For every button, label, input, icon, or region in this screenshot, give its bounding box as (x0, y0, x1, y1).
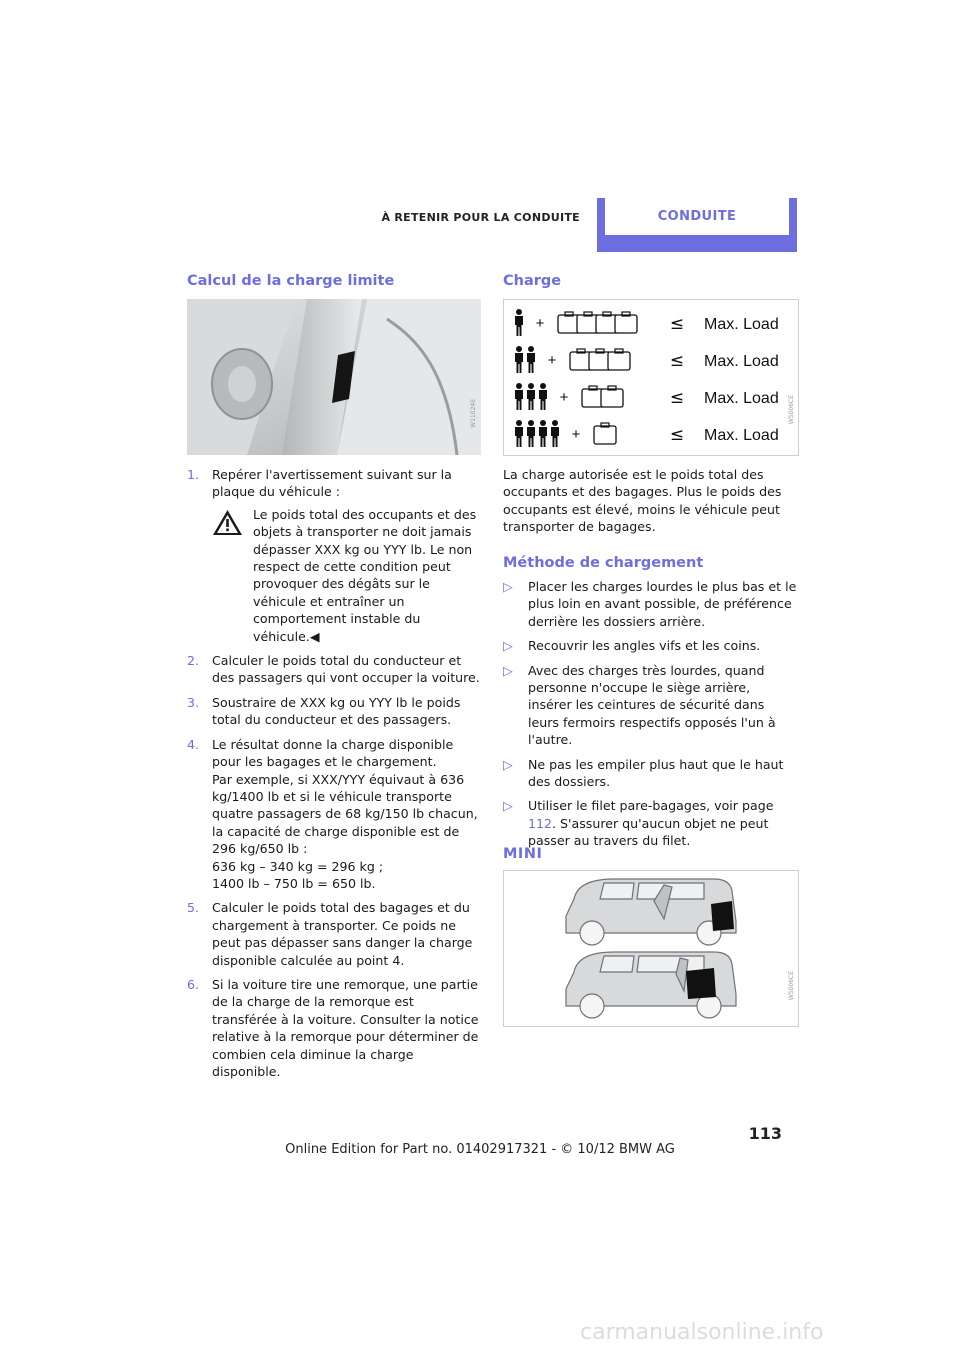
door-pillar-illustration (187, 299, 481, 455)
running-header: À RETENIR POUR LA CONDUITE (381, 211, 580, 224)
suitcase-icon (601, 386, 623, 407)
max-load-label: Max. Load (704, 427, 779, 444)
suitcase-icon (608, 349, 630, 370)
step-5 (187, 899, 481, 969)
step-number: 3. (187, 694, 200, 710)
step-number: 2. (187, 653, 200, 669)
example-line: 1400 lb – 750 lb = 650 lb. (212, 875, 376, 891)
step-number: 4. (187, 736, 200, 752)
image-code: W5006CE (788, 971, 795, 1001)
load-row (515, 309, 779, 336)
plus-sign: + (571, 426, 581, 443)
warning-triangle-icon (212, 509, 243, 536)
bullet-arrow-icon: ▷ (503, 662, 513, 678)
bullet-item (503, 637, 797, 654)
image-code: W5006CE (788, 395, 795, 425)
person-icon (515, 383, 523, 410)
left-steps (187, 466, 481, 1087)
step-4 (187, 736, 481, 893)
bullet-arrow-icon: ▷ (503, 579, 513, 594)
chapter-label: CONDUITE (605, 198, 789, 235)
max-load-label: Max. Load (704, 353, 779, 370)
step-text: Soustraire de XXX kg ou YYY lb le poids total du conducteur et des passagers. (212, 694, 461, 728)
method-bullets (503, 578, 797, 857)
load-diagram (503, 299, 799, 456)
bullet-text: Placer les charges lourdes le plus bas et le plus loin en avant possible, de préférence derrière les dossiers arrière. (528, 579, 797, 629)
max-load-label: Max. Load (704, 390, 779, 407)
door-pillar-image (187, 299, 481, 455)
heading-charge: Charge (503, 273, 562, 289)
step-number: 6. (187, 976, 200, 992)
plus-sign: + (559, 389, 569, 406)
step-number: 5. (187, 900, 200, 916)
warning-note (212, 506, 481, 645)
step-text: Si la voiture tire une remorque, une partie de la charge de la remorque est transférée à la voiture. Consulter la notice relative à la remorque pour déterminer de combien cela diminue la charge disponible. (212, 976, 479, 1079)
bullet-item (503, 756, 797, 791)
bullet-item (503, 662, 797, 749)
mini-car-image (503, 870, 799, 1027)
suitcase-icon (615, 312, 637, 333)
edition-line: Online Edition for Part no. 01402917321 - © 10/12 BMW AG (285, 1142, 675, 1157)
end-marker: ◀ (309, 628, 320, 644)
leq-sign: ≤ (669, 314, 685, 334)
step-text: Le résultat donne la charge disponible pour les bagages et le chargement. (212, 736, 454, 770)
example-line: Par exemple, si XXX/YYY équivaut à 636 kg/1400 lb et si le véhicule transporte quatre passagers de 68 kg/150 lb chacun, la capacité de charge disponible est de 296 kg/650 lb : (212, 771, 478, 857)
chapter-tab (597, 198, 797, 252)
load-row (515, 346, 779, 373)
person-icon (539, 383, 547, 410)
bullet-arrow-icon: ▷ (503, 638, 513, 654)
person-icon (527, 420, 535, 447)
page-number: 113 (748, 1124, 782, 1143)
max-load-label: Max. Load (704, 316, 779, 333)
bullet-item (503, 797, 797, 849)
bullet-text: Recouvrir les angles vifs et les coins. (528, 638, 761, 654)
watermark: carmanualsonline.info (580, 1320, 824, 1345)
person-icon (551, 420, 559, 447)
person-icon (539, 420, 547, 447)
bullet-arrow-icon: ▷ (503, 756, 513, 772)
person-icon (527, 383, 535, 410)
leq-sign: ≤ (669, 425, 685, 445)
bullet-arrow-icon: ▷ (503, 798, 513, 814)
person-icon (527, 346, 535, 373)
bullet-item (503, 578, 797, 630)
bullet-text: Ne pas les empiler plus haut que le haut des dossiers. (528, 756, 784, 790)
load-diagram-svg (504, 300, 798, 455)
page-link-112[interactable]: 112 (528, 815, 553, 831)
heading-mini: MINI (503, 846, 543, 862)
load-row (515, 420, 779, 447)
step-number: 1. (187, 467, 200, 482)
person-icon (515, 346, 523, 373)
mini-car-illustration (504, 871, 798, 1026)
charge-paragraph: La charge autorisée est le poids total des occupants et des bagages. Plus le poids des occupants est élevé, moins le véhicule peut transporter de bagages. (503, 467, 782, 535)
person-icon (515, 420, 523, 447)
plus-sign: + (535, 315, 545, 332)
plus-sign: + (547, 352, 557, 369)
warning-text: Le poids total des occupants et des objets à transporter ne doit jamais dépasser XXX kg ou YYY lb. Le non respect de cette condition peut provoquer des dégâts sur le véhicule et entraîner un comportement instable du véhicule. (253, 506, 477, 644)
load-row (515, 383, 779, 410)
step-text: Repérer l'avertissement suivant sur la plaque du véhicule : (212, 467, 452, 500)
suitcase-icon (594, 423, 616, 444)
step-text: Calculer le poids total du conducteur et des passagers qui vont occuper la voiture. (212, 653, 480, 686)
heading-loading-method: Méthode de chargement (503, 555, 704, 571)
bullet-text: Avec des charges très lourdes, quand personne n'occupe le siège arrière, insérer les ceintures de sécurité dans leurs fermoirs respectifs opposés l'un à l'autre. (528, 662, 776, 748)
step-1 (187, 466, 481, 501)
image-code: W11024E (470, 399, 477, 428)
step-6 (187, 976, 481, 1080)
example-line: 636 kg – 340 kg = 296 kg ; (212, 858, 384, 874)
bullet-text: . S'assurer qu'aucun objet ne peut passer au travers du filet. (528, 815, 769, 849)
step-2 (187, 652, 481, 687)
step-3 (187, 694, 481, 729)
bullet-text: Utiliser le filet pare-bagages, voir page (528, 798, 774, 814)
heading-charge-limit: Calcul de la charge limite (187, 273, 395, 289)
step-text: Calculer le poids total des bagages et du chargement à transporter. Ce poids ne peut pas dépasser sans danger la charge disponible calculée au point 4. (212, 900, 473, 968)
leq-sign: ≤ (669, 388, 685, 408)
person-icon (515, 309, 523, 336)
leq-sign: ≤ (669, 351, 685, 371)
